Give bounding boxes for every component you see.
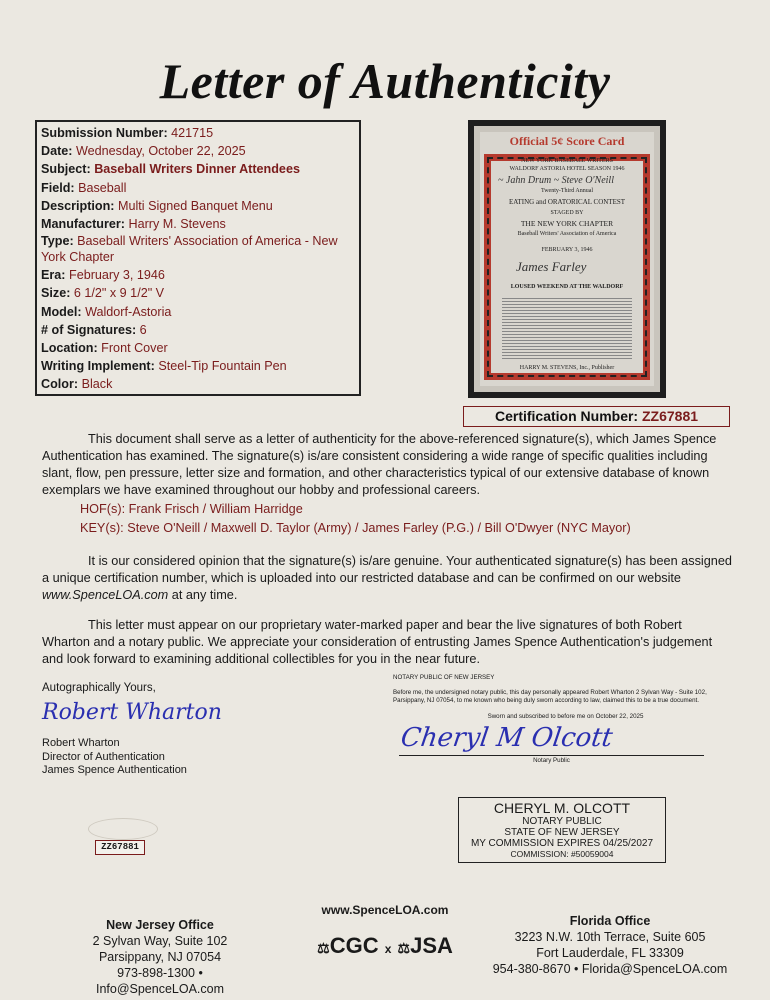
card-line: WALDORF ASTORIA HOTEL SEASON 1946 (509, 166, 625, 172)
info-row (41, 303, 355, 321)
paragraph-watermark: This letter must appear on our proprietary water-marked paper and bear the live signatures of both Robert Wharton and a notary public. We appreciate your consideration of entrusting James Spence Authentication's judgement and look forward to examining additional collectibles for you in the near future. (42, 618, 713, 666)
info-row (41, 266, 355, 284)
card-line: STAGED BY (550, 210, 584, 216)
info-label: Color: (41, 377, 79, 392)
info-label: Era: (41, 268, 66, 283)
card-line: Baseball Writers' Association of America (517, 231, 617, 237)
info-row (41, 284, 355, 302)
stamp-line: CHERYL M. OLCOTT (493, 800, 631, 816)
submission-info-box (35, 120, 361, 396)
page-title: Letter of Authenticity (159, 53, 611, 109)
card-line: FEBRUARY 3, 1946 (541, 247, 593, 253)
info-label: Subject: (41, 162, 91, 177)
info-row (41, 160, 355, 178)
card-line: EATING and ORATORICAL CONTEST (508, 198, 626, 206)
scale-icon: ⚖ (317, 940, 330, 956)
footer-nj-office (55, 917, 265, 997)
hologram-icon (88, 818, 158, 840)
notary-line-label: Notary Public (399, 755, 704, 765)
info-row (41, 142, 355, 160)
info-label: Model: (41, 304, 82, 319)
nj-address: 2 Sylvan Way, Suite 102 (92, 934, 228, 948)
info-label: Type: (41, 234, 74, 249)
footer-center (290, 902, 480, 961)
hof-list: HOF(s): Frank Frisch / William Harridge (80, 502, 303, 516)
footer-fl-office (480, 913, 740, 977)
cgc-logo: CGC (329, 933, 379, 958)
notary-heading: NOTARY PUBLIC OF NEW JERSEY (393, 674, 495, 681)
stamp-line: COMMISSION: #50059004 (510, 849, 614, 859)
card-body-text (502, 296, 632, 360)
cert-sticker: ZZ67881 (95, 840, 145, 855)
notary-block (393, 674, 738, 765)
info-row (41, 357, 355, 375)
card-line: LOUSED WEEKEND AT THE WALDORF (510, 284, 624, 290)
info-row (41, 321, 355, 339)
text: It is our considered opinion that the signature(s) is/are genuine. Your authenticated signature(s) has been assigned a unique certification number, which is uploaded into our restricted database and can be confirmed on our website (42, 554, 732, 585)
info-value: Black (81, 377, 113, 392)
info-value: 6 (139, 322, 147, 337)
info-value: 6 1/2" x 9 1/2" V (73, 286, 165, 301)
text: at any time. (168, 588, 238, 602)
stamp-line: NOTARY PUBLIC (522, 816, 602, 827)
info-label: # of Signatures: (41, 322, 137, 337)
info-value: Baseball Writers Dinner Attendees (94, 162, 300, 177)
card-line: NEW YORK BASEBALL WRITERS (521, 158, 613, 164)
item-photo (468, 120, 666, 398)
info-row (41, 197, 355, 215)
signer-block (42, 737, 187, 778)
info-label: Submission Number: (41, 126, 168, 140)
card-signature: ~ Jahn Drum ~ Steve O'Neill (498, 175, 614, 186)
signer-name: Robert Wharton (42, 737, 120, 749)
signer-title: Director of Authentication (42, 750, 165, 763)
info-label: Description: (41, 198, 115, 213)
info-row (41, 179, 355, 197)
stamp-line: STATE OF NEW JERSEY (504, 827, 620, 838)
notary-signature: Cheryl M Olcott (398, 723, 615, 753)
info-label: Date: (41, 144, 73, 159)
notary-stamp (458, 797, 666, 863)
info-row (41, 339, 355, 357)
notary-sworn: Sworn and subscribed to before me on October 22, 2025 (487, 713, 644, 720)
fl-contact[interactable]: 954-380-8670 • Florida@SpenceLOA.com (492, 962, 728, 976)
footer-website[interactable]: www.SpenceLOA.com (321, 903, 449, 917)
key-signatures-list: KEY(s): Steve O'Neill / Maxwell D. Taylor (Army) / James Farley (P.G.) / Bill O'Dwyer (NYC Mayor) (80, 521, 631, 535)
info-label: Field: (41, 180, 75, 195)
fl-address: 3223 N.W. 10th Terrace, Suite 605 (514, 930, 706, 944)
nj-contact[interactable]: 973-898-1300 • Info@SpenceLOA.com (95, 966, 225, 996)
info-label: Writing Implement: (41, 359, 155, 374)
info-value: Waldorf-Astoria (85, 304, 172, 319)
card-signature: James Farley (516, 259, 587, 274)
info-label: Manufacturer: (41, 217, 125, 232)
info-row (41, 375, 355, 393)
card-line: HARRY M. STEVENS, Inc., Publisher (498, 365, 636, 372)
info-label: Size: (41, 286, 71, 301)
jsa-logo: JSA (410, 933, 453, 958)
info-value: Wednesday, October 22, 2025 (76, 144, 246, 159)
info-value: February 3, 1946 (69, 268, 165, 283)
card-line: Twenty-Third Annual (540, 188, 594, 194)
info-value: Steel-Tip Fountain Pen (158, 359, 287, 374)
info-row (41, 215, 355, 233)
fl-city: Fort Lauderdale, FL 33309 (536, 946, 684, 960)
cert-value: ZZ67881 (641, 408, 699, 424)
info-row (41, 124, 355, 142)
fl-title: Florida Office (569, 914, 651, 928)
footer-logos (290, 934, 480, 961)
certification-number (463, 406, 730, 427)
info-value: Baseball Writers' Association of America - New York Chapter (41, 234, 338, 265)
website-link[interactable]: www.SpenceLOA.com (42, 588, 169, 602)
card-header: Official 5¢ Score Card (509, 134, 625, 148)
card-line: THE NEW YORK CHAPTER (520, 219, 614, 228)
info-value: Front Cover (101, 341, 168, 356)
wharton-signature: Robert Wharton (42, 700, 222, 725)
signer-company: James Spence Authentication (42, 764, 187, 776)
info-value: Multi Signed Banquet Menu (117, 198, 273, 213)
nj-title: New Jersey Office (106, 918, 214, 932)
nj-city: Parsippany, NJ 07054 (98, 950, 222, 964)
paragraph-examination: This document shall serve as a letter of authenticity for the above-referenced signature(s), which James Spence Authentication has examined. The signature(s) is/are consistent considering a wide range of specific qualities including slant, flow, pen pressure, letter size and formation, and other characteristics typical of our extensive database of known exemplars we have examined throughout our hobby and professional careers. (42, 432, 717, 497)
logo-separator: x (384, 942, 392, 956)
info-value: Baseball (78, 180, 127, 195)
score-card-image (474, 126, 660, 392)
closing: Autographically Yours, (42, 682, 156, 694)
notary-body: Before me, the undersigned notary public, this day personally appeared Robert Wharton 2 Sylvan Way - Suite 102, Parsippany, NJ 07054, to me known who being duly sworn according to law, claimed this to be a true document. (393, 689, 707, 704)
info-value: 421715 (171, 126, 214, 140)
paragraph-opinion (42, 553, 732, 604)
cert-label: Certification Number: (494, 408, 639, 424)
stamp-line: MY COMMISSION EXPIRES 04/25/2027 (470, 838, 654, 849)
info-row (41, 233, 355, 265)
scale-icon: ⚖ (397, 940, 411, 956)
info-value: Harry M. Stevens (128, 217, 226, 232)
info-label: Location: (41, 341, 98, 356)
